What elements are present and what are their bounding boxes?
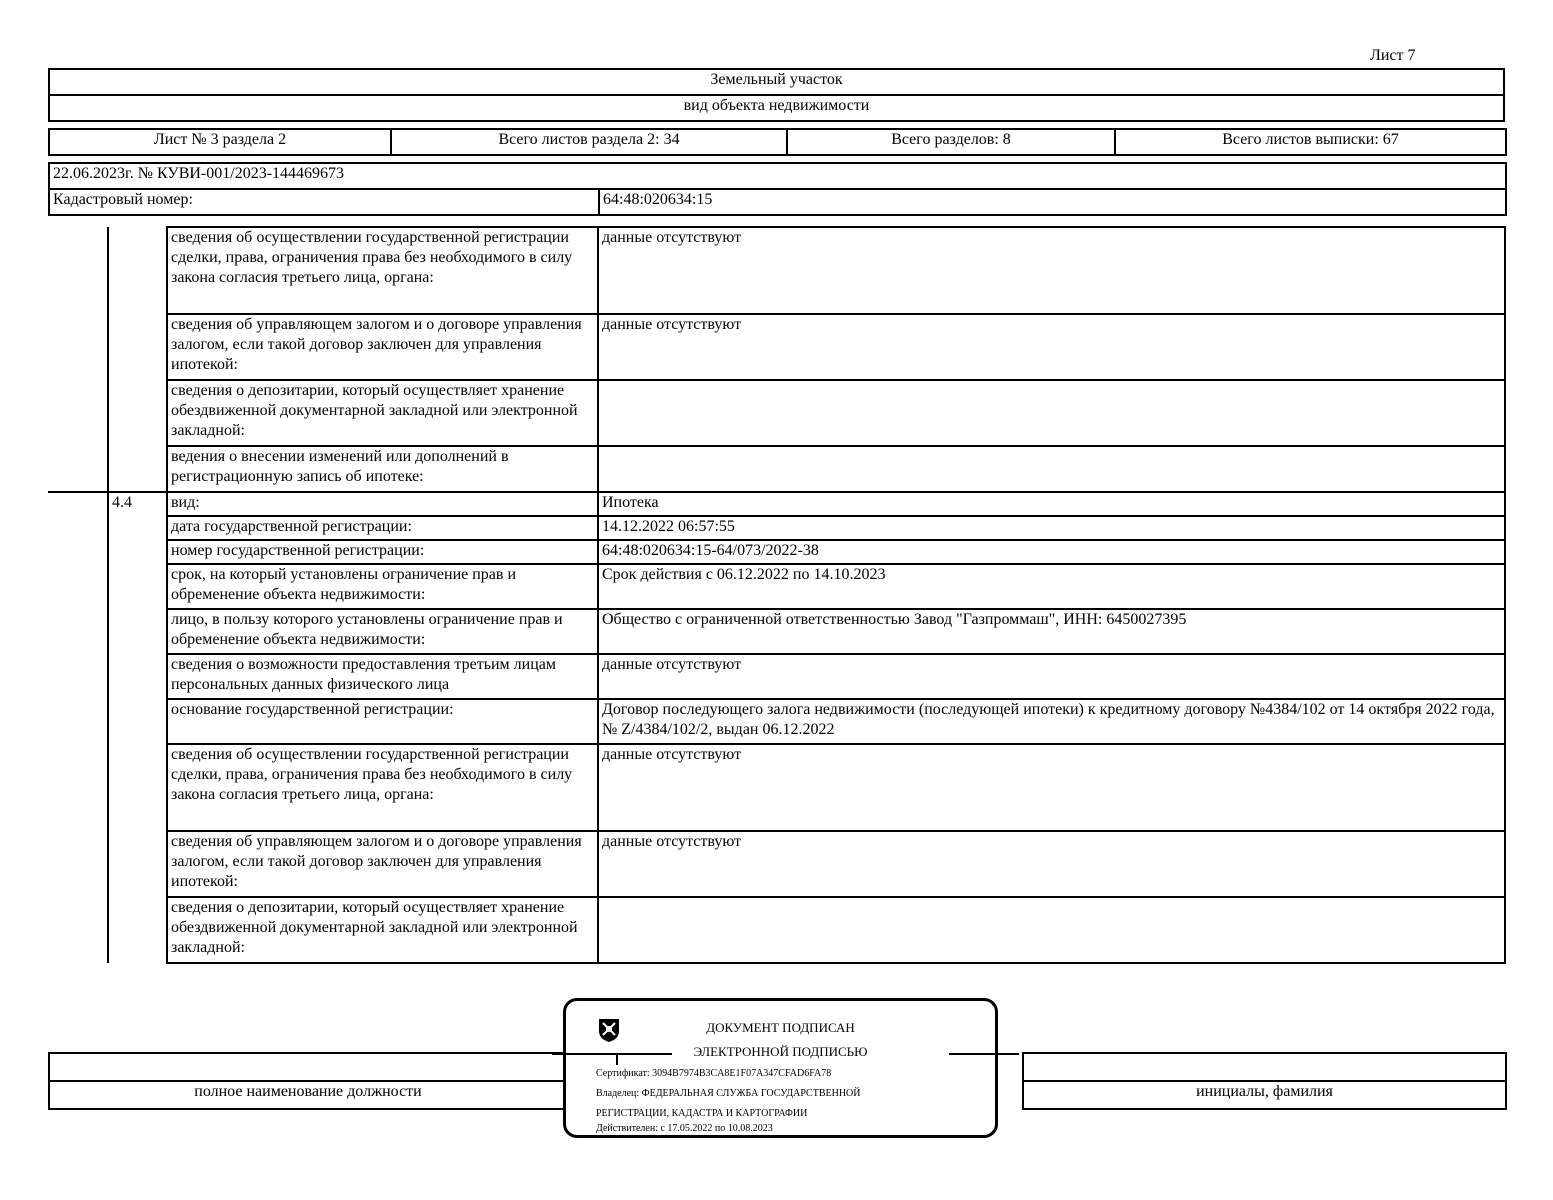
total-sheets-extract: Всего листов выписки: 67 bbox=[1115, 129, 1506, 155]
row-label: дата государственной регистрации: bbox=[167, 516, 598, 540]
row-value: 64:48:020634:15-64/073/2022-38 bbox=[598, 540, 1505, 564]
table-row bbox=[48, 314, 1505, 380]
stamp-owner: Владелец: ФЕДЕРАЛЬНАЯ СЛУЖБА ГОСУДАРСТВЕННОЙ bbox=[596, 1088, 861, 1099]
table-row bbox=[48, 897, 1505, 963]
stamp-certificate: Сертификат: 3094B7974B3CA8E1F07A347CFAD6FA78 bbox=[596, 1068, 832, 1079]
sheet-of-section: Лист № 3 раздела 2 bbox=[49, 129, 391, 155]
row-value: Договор последующего залога недвижимости (последующей ипотеки) к кредитному договору №4384/102 от 14 октября 2022 года, № Z/4384/102/2, выдан 06.12.2022 bbox=[598, 699, 1505, 744]
stamp-line-1: ДОКУМЕНТ ПОДПИСАН bbox=[706, 1020, 855, 1035]
stamp-owner-2: РЕГИСТРАЦИИ, КАДАСТРА И КАРТОГРАФИИ bbox=[596, 1108, 808, 1119]
table-row bbox=[48, 699, 1505, 744]
row-label: сведения об осуществлении государственной регистрации сделки, права, ограничения права без необходимого в силу закона согласия третьего лица, органа: bbox=[167, 744, 598, 831]
row-label: лицо, в пользу которого установлены ограничение прав и обременение объекта недвижимости: bbox=[167, 609, 598, 654]
row-value: 14.12.2022 06:57:55 bbox=[598, 516, 1505, 540]
table-row bbox=[48, 540, 1505, 564]
row-label: основание государственной регистрации: bbox=[167, 699, 598, 744]
row-label: вид: bbox=[167, 492, 598, 516]
stamp-valid: Действителен: с 17.05.2022 по 10.08.2023 bbox=[596, 1123, 773, 1134]
row-label: сведения о депозитарии, который осуществляет хранение обездвиженной документарной закладной или электронной закладной: bbox=[167, 897, 598, 963]
table-row bbox=[48, 516, 1505, 540]
row-value: данные отсутствуют bbox=[598, 314, 1505, 380]
row-value: данные отсутствуют bbox=[598, 744, 1505, 831]
row-label: номер государственной регистрации: bbox=[167, 540, 598, 564]
row-label: сведения о возможности предоставления третьим лицам персональных данных физического лица bbox=[167, 654, 598, 699]
row-label: срок, на который установлены ограничение прав и обременение объекта недвижимости: bbox=[167, 564, 598, 609]
row-label: сведения об осуществлении государственной регистрации сделки, права, ограничения права без необходимого в силу закона согласия третьего лица, органа: bbox=[167, 227, 598, 314]
total-sections: Всего разделов: 8 bbox=[787, 129, 1115, 155]
position-caption: полное наименование должности bbox=[49, 1081, 567, 1109]
table-row bbox=[48, 609, 1505, 654]
table-row bbox=[48, 654, 1505, 699]
table-row bbox=[48, 380, 1505, 446]
row-label: сведения о депозитарии, который осуществляет хранение обездвиженной документарной закладной или электронной закладной: bbox=[167, 380, 598, 446]
stamp-line-2: ЭЛЕКТРОННОЙ ПОДПИСЬЮ bbox=[693, 1044, 868, 1059]
row-label: сведения об управляющем залогом и о договоре управления залогом, если такой договор заключен для управления ипотекой: bbox=[167, 831, 598, 897]
object-type-table bbox=[48, 68, 1505, 122]
summary-table bbox=[48, 128, 1507, 156]
row-value: данные отсутствуют bbox=[598, 654, 1505, 699]
table-row bbox=[48, 227, 1505, 314]
section-number: 4.4 bbox=[108, 492, 167, 963]
header-table bbox=[48, 162, 1507, 216]
table-row bbox=[48, 492, 1505, 516]
object-type-caption: вид объекта недвижимости bbox=[49, 95, 1504, 121]
table-row bbox=[48, 564, 1505, 609]
sheet-number: Лист 7 bbox=[1370, 47, 1416, 64]
row-value: Ипотека bbox=[598, 492, 1505, 516]
total-sheets-section: Всего листов раздела 2: 34 bbox=[391, 129, 787, 155]
e-signature-stamp bbox=[563, 998, 998, 1138]
row-value bbox=[598, 897, 1505, 963]
table-row bbox=[48, 446, 1505, 492]
row-value: данные отсутствуют bbox=[598, 227, 1505, 314]
table-row bbox=[48, 744, 1505, 831]
row-label: сведения об управляющем залогом и о договоре управления залогом, если такой договор заключен для управления ипотекой: bbox=[167, 314, 598, 380]
object-type: Земельный участок bbox=[49, 69, 1504, 95]
row-label: ведения о внесении изменений или дополнений в регистрационную запись об ипотеке: bbox=[167, 446, 598, 492]
name-caption: инициалы, фамилия bbox=[1023, 1081, 1506, 1109]
cadastral-label: Кадастровый номер: bbox=[49, 189, 599, 215]
row-value: Общество с ограниченной ответственностью Завод "Газпроммаш", ИНН: 6450027395 bbox=[598, 609, 1505, 654]
row-value: данные отсутствуют bbox=[598, 831, 1505, 897]
cadastral-value: 64:48:020634:15 bbox=[599, 189, 1506, 215]
date-number: 22.06.2023г. № КУВИ-001/2023-144469673 bbox=[49, 163, 1506, 189]
row-value bbox=[598, 380, 1505, 446]
row-value bbox=[598, 446, 1505, 492]
encumbrance-table bbox=[48, 226, 1506, 964]
row-value: Срок действия с 06.12.2022 по 14.10.2023 bbox=[598, 564, 1505, 609]
table-row bbox=[48, 831, 1505, 897]
